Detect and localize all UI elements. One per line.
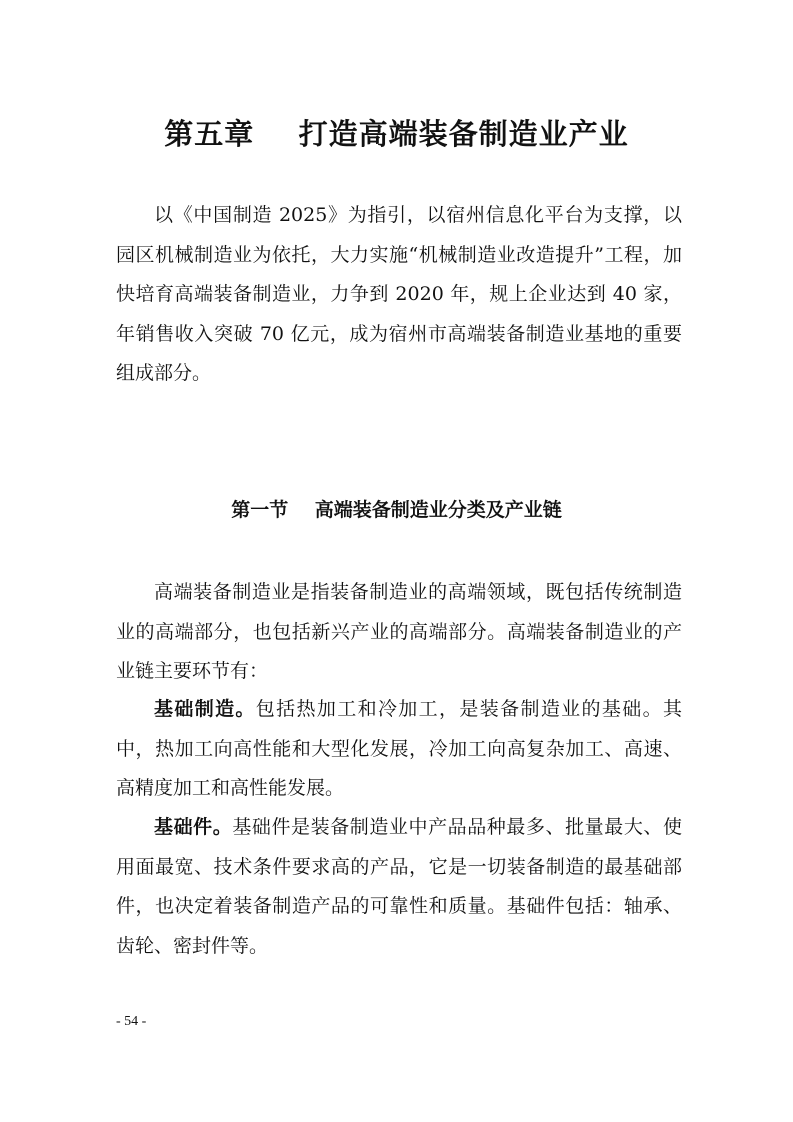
section-title: 第一节 高端装备制造业分类及产业链	[231, 499, 562, 521]
page-number: - 54 -	[116, 1014, 147, 1029]
section-paragraph-overview	[116, 573, 682, 692]
paragraph-lead-term: 基础制造。	[154, 698, 256, 720]
section-paragraph-basic-parts	[116, 808, 682, 966]
section-paragraph-basic-manufacturing	[116, 690, 682, 809]
intro-paragraph: 以《中国制造 2025》为指引，以宿州信息化平台为支撑，以园区机械制造业为依托，大力实施“机械制造业改造提升”工程，加快培育高端装备制造业，力争到 2020 年，规上企业达到 40 家，年销售收入突破 70 亿元，成为宿州市高端装备制造业基地的重要组成部分。	[116, 204, 682, 384]
paragraph-body: 包括热加工和冷加工，是装备制造业的基础。其中，热加工向高性能和大型化发展，冷加工向高复杂加工、高速、高精度加工和高性能发展。	[116, 698, 682, 799]
paragraph-lead-term: 基础件。	[154, 816, 233, 838]
chapter-title: 第五章 打造高端装备制造业产业	[164, 117, 629, 151]
paragraph-body: 高端装备制造业是指装备制造业的高端领域，既包括传统制造业的高端部分，也包括新兴产业的高端部分。高端装备制造业的产业链主要环节有：	[116, 581, 682, 682]
paragraph-body: 基础件是装备制造业中产品品种最多、批量最大、使用面最宽、技术条件要求高的产品，它是一切装备制造的最基础部件，也决定着装备制造产品的可靠性和质量。基础件包括：轴承、齿轮、密封件等。	[116, 816, 682, 957]
